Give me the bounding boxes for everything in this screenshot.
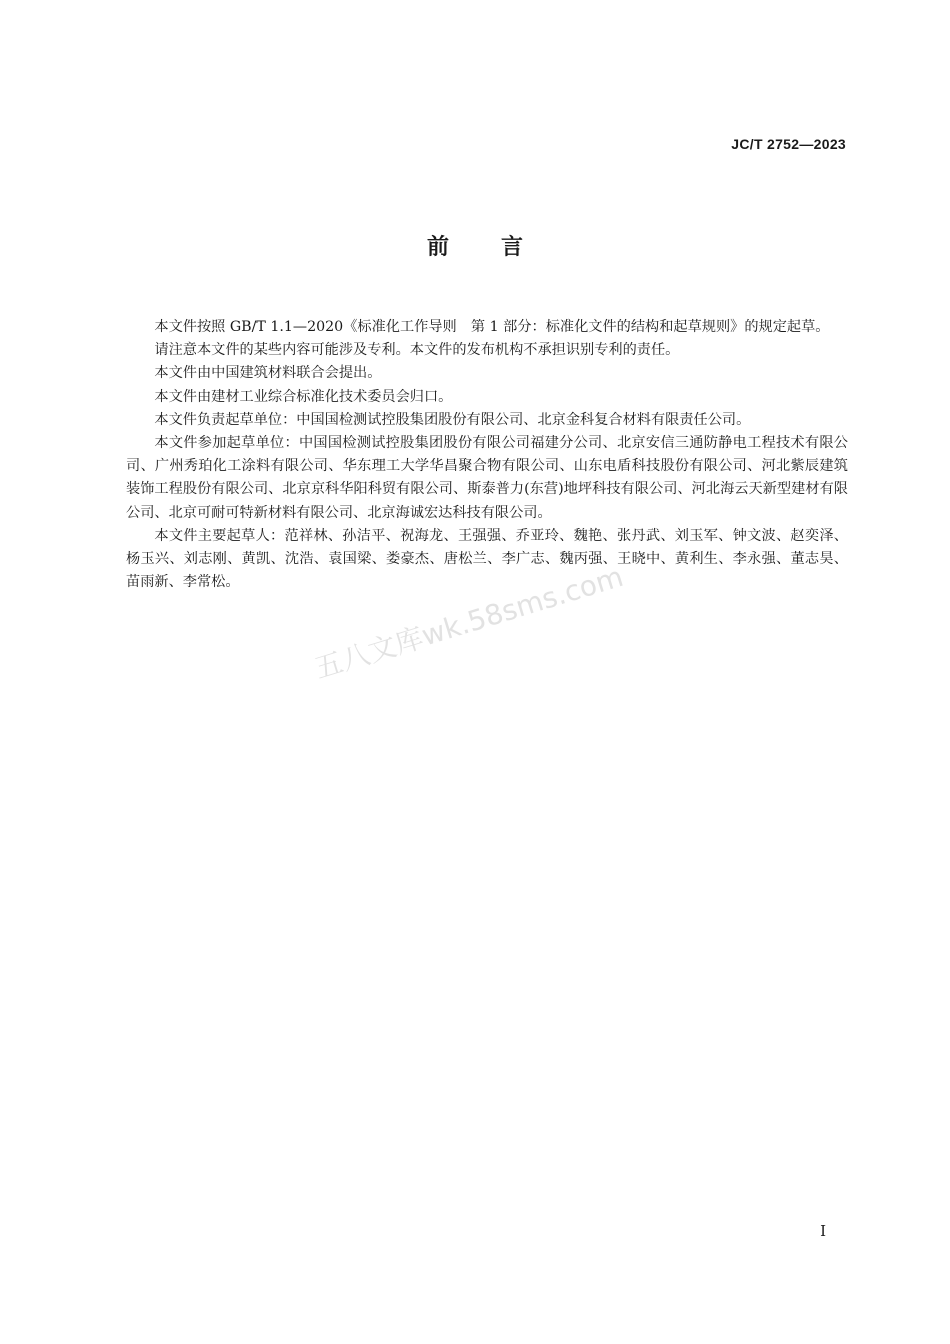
- watermark: 五八文库wk.58sms.com: [310, 559, 628, 686]
- paragraph-drafting-rules: 本文件按照 GB/T 1.1—2020《标准化工作导则 第 1 部分：标准化文件的结构和起草规则》的规定起草。: [154, 319, 830, 335]
- paragraph-proposer: 本文件由中国建筑材料联合会提出。: [154, 365, 382, 382]
- paragraph-main-drafters: 本文件主要起草人：范祥林、孙洁平、祝海龙、王强强、乔亚玲、魏艳、张丹武、刘玉军、钟文波、赵奕泽、杨玉兴、刘志刚、黄凯、沈浩、袁国梁、娄豪杰、唐松兰、李广志、魏丙强、王晓中、黄利生、李永强、董志昊、苗雨新、李常松。: [126, 527, 848, 591]
- standard-code: JC/T 2752—2023: [731, 136, 846, 152]
- paragraph-technical-committee: 本文件由建材工业综合标准化技术委员会归口。: [154, 388, 453, 405]
- paragraph-participating-units: 本文件参加起草单位：中国国检测试控股集团股份有限公司福建分公司、北京安信三通防静电工程技术有限公司、广州秀珀化工涂料有限公司、华东理工大学华昌聚合物有限公司、山东电盾科技股份有限公司、河北紫辰建筑装饰工程股份有限公司、北京京科华阳科贸有限公司、斯泰普力(东营)地坪科技有限公司、河北海云天新型建材有限公司、北京可耐可特新材料有限公司、北京海诚宏达科技有限公司。: [126, 435, 848, 521]
- paragraph-lead-drafting-units: 本文件负责起草单位：中国国检测试控股集团股份有限公司、北京金科复合材料有限责任公司。: [154, 411, 751, 428]
- page-number: I: [820, 1222, 826, 1240]
- paragraph-patent-notice: 请注意本文件的某些内容可能涉及专利。本文件的发布机构不承担识别专利的责任。: [154, 342, 680, 359]
- foreword-body: [126, 316, 848, 594]
- page-title: 前言: [426, 235, 575, 260]
